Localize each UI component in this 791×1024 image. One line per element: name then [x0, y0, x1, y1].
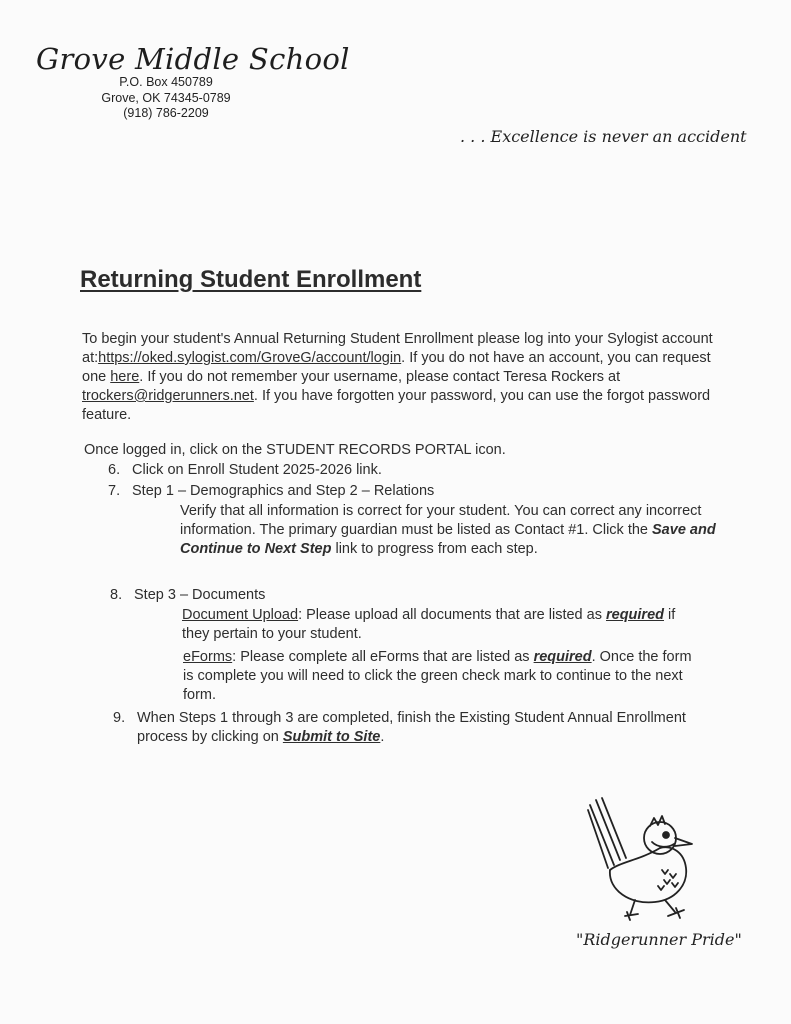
intro-text-1: To begin your student's Annual Returning Student Enrollment please log into your Sylogist account at:	[82, 331, 713, 366]
email-link[interactable]: trockers@ridgerunners.net	[82, 388, 254, 404]
step-7-text: Step 1 – Demographics and Step 2 – Relations	[132, 483, 435, 499]
logged-in-instruction: Once logged in, click on the STUDENT RECORDS PORTAL icon.	[84, 442, 506, 458]
request-account-link[interactable]: here	[110, 369, 140, 385]
address-city-state: Grove, OK 74345-0789	[101, 91, 231, 105]
eforms-instruction	[183, 648, 698, 705]
eforms-text-b: . Once the form is complete you will need to click the green check mark to continue to the next form.	[183, 649, 692, 703]
intro-paragraph	[82, 330, 722, 425]
ridgerunner-pride-tagline: "Ridgerunner Pride"	[576, 930, 742, 949]
school-name: Grove Middle School	[36, 42, 350, 76]
save-continue-label: Save and Continue to Next Step	[180, 522, 716, 557]
step-6-text: Click on Enroll Student 2025-2026 link.	[132, 462, 382, 478]
ridgerunner-mascot-icon	[580, 790, 715, 925]
document-upload-instruction	[182, 606, 702, 644]
step-9-text-b: .	[380, 729, 385, 745]
step-9-number: 9.	[113, 710, 126, 726]
submit-to-site-label: Submit to Site	[282, 729, 381, 745]
step-6-number: 6.	[108, 462, 121, 478]
required-label-2: required	[533, 649, 592, 665]
address-phone: (918) 786-2209	[123, 106, 209, 120]
document-upload-link[interactable]: Document Upload	[182, 607, 299, 623]
step-7-detail-b: link to progress from each step.	[331, 541, 538, 557]
step-8-number: 8.	[110, 587, 123, 603]
intro-text-2: . If you do not have an account, you can request one	[82, 350, 711, 385]
login-url-link[interactable]: https://oked.sylogist.com/GroveG/account/login	[98, 350, 402, 366]
school-motto: . . . Excellence is never an accident	[460, 127, 747, 146]
page-title: Returning Student Enrollment	[80, 266, 422, 293]
doc-upload-text-b: if they pertain to your student.	[182, 607, 676, 642]
step-7-number: 7.	[108, 483, 121, 499]
eforms-text-a: : Please complete all eForms that are listed as	[232, 649, 534, 665]
required-label-1: required	[605, 607, 664, 623]
step-7-detail	[180, 502, 720, 559]
intro-text-4: . If you have forgotten your password, you can use the forgot password feature.	[82, 388, 711, 423]
eforms-link[interactable]: eForms	[183, 649, 233, 665]
step-9-text-a: When Steps 1 through 3 are completed, finish the Existing Student Annual Enrollment process by clicking on	[137, 710, 686, 745]
doc-upload-text-a: : Please upload all documents that are listed as	[298, 607, 606, 623]
address-po-box: P.O. Box 450789	[119, 75, 213, 89]
intro-text-3: . If you do not remember your username, please contact Teresa Rockers at	[139, 369, 621, 385]
step-9-text	[137, 709, 697, 747]
step-8-text: Step 3 – Documents	[134, 587, 266, 603]
step-7-detail-a: Verify that all information is correct for your student. You can correct any incorrect information. The primary guardian must be listed as Contact #1. Click the	[180, 503, 702, 538]
